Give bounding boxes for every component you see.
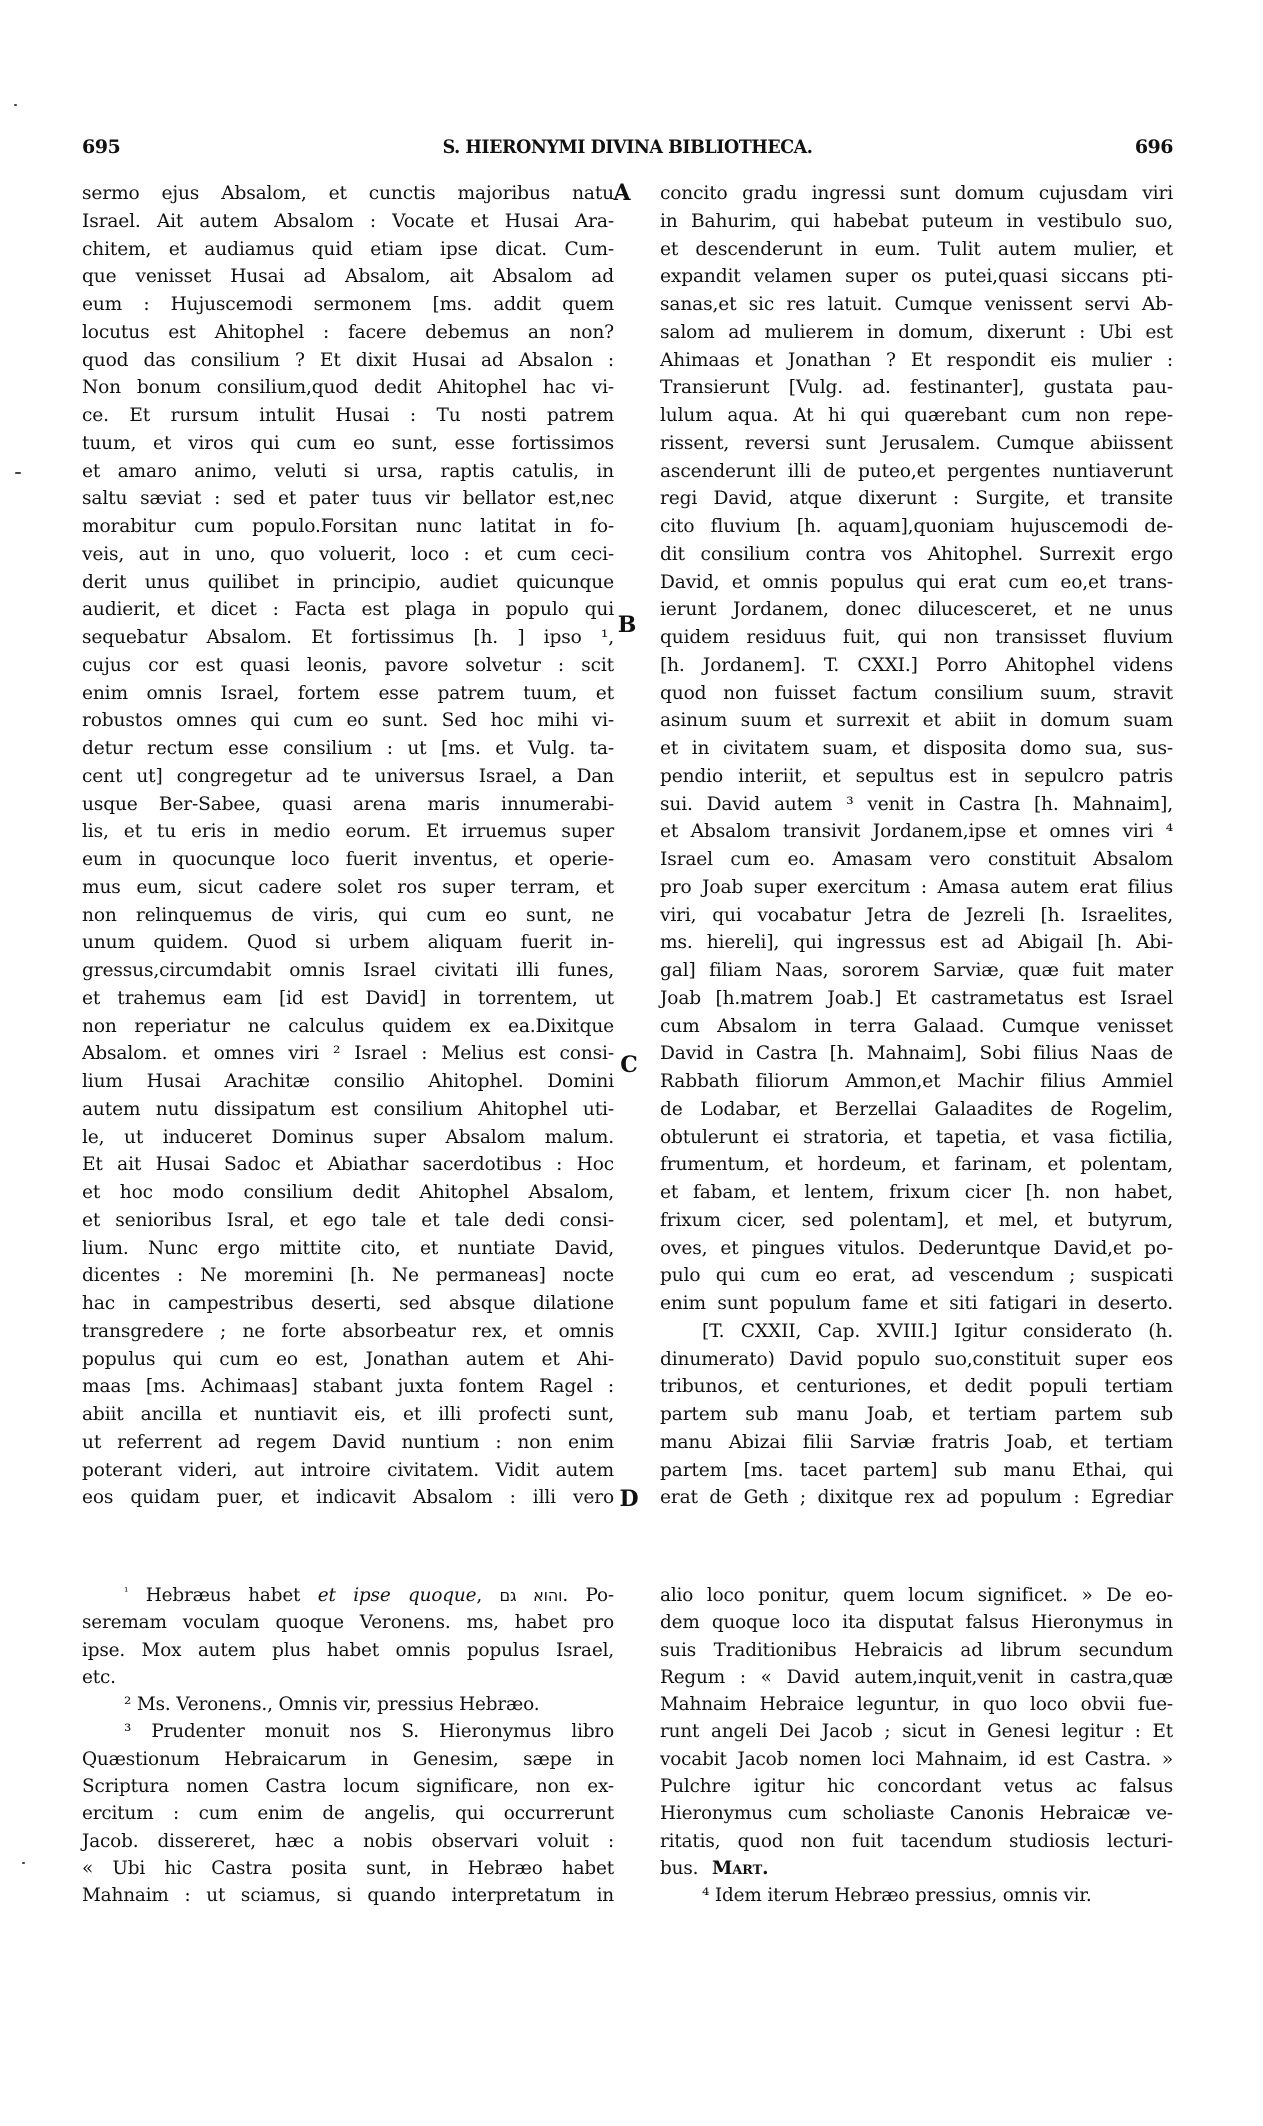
page-number-left: 695: [82, 136, 121, 158]
text-line: dicentes : Ne moremini [h. Ne permaneas] nocte: [82, 1265, 614, 1287]
text-line: obtulerunt ei stratoria, et tapetia, et vasa fictilia,: [660, 1126, 1173, 1148]
scan-speck: [14, 104, 17, 106]
text-line: populus qui cum eo est, Jonathan autem et Ahi-: [82, 1348, 614, 1370]
footnote-line: Jacob. dissereret, hæc a nobis observari voluit :: [82, 1830, 614, 1852]
text-line: et descenderunt in eum. Tulit autem mulier, et: [660, 238, 1173, 260]
footnote-line: ercitum : cum enim de angelis, qui occurrerunt: [82, 1803, 614, 1825]
text-line: mus eum, sicut cadere solet ros super terram, et: [82, 876, 614, 898]
text-line: cujus cor est quasi leonis, pavore solvetur : scit: [82, 654, 614, 676]
footnote-line: alio loco ponitur, quem locum significet. » De eo-: [660, 1585, 1173, 1606]
text-line: quidem residuus fuit, qui non transisset fluvium: [660, 627, 1173, 648]
text-line: saltu sæviat : sed et pater tuus vir bellator est,nec: [82, 488, 614, 510]
text-line: hac in campestribus deserti, sed absque dilatione: [82, 1293, 614, 1314]
text-line: chitem, et audiamus quid etiam ipse dicat. Cum-: [82, 238, 614, 260]
text-line: sanas,et sic res latuit. Cumque venissent servi Ab-: [660, 294, 1173, 315]
text-line: lium Husai Arachitæ consilio Ahitophel. Domini: [82, 1071, 614, 1092]
footnote-line: ipse. Mox autem plus habet omnis populus Israel,: [82, 1639, 614, 1661]
text-line: non relinquemus de viris, qui cum eo sunt, ne: [82, 904, 614, 926]
text-line: et fabam, et lentem, frixum cicer [h. non habet,: [660, 1182, 1173, 1203]
footnote-line: ³ Prudenter monuit nos S. Hieronymus libro: [124, 1721, 614, 1743]
footnote-line: Mahnaim : ut sciamus, si quando interpretatum in: [82, 1885, 614, 1907]
text-line: non reperiatur ne calculus quidem ex ea.Dixitque: [82, 1015, 614, 1037]
text-line: partem [ms. tacet partem] sub manu Ethai, qui: [660, 1459, 1173, 1481]
text-line: cent ut] congregetur ad te universus Israel, a Dan: [82, 765, 614, 787]
text-line: locutus est Ahitophel : facere debemus an non?: [82, 321, 614, 343]
text-line: detur rectum esse consilium : ut [ms. et Vulg. ta-: [82, 738, 614, 759]
text-line: asinum suum et surrexit et abiit in domum suam: [660, 710, 1173, 732]
text-line: que venisset Husai ad Absalom, ait Absalom ad: [82, 266, 614, 288]
hebrew-text: והוא גם: [499, 1586, 563, 1605]
text-line: sui. David autem ³ venit in Castra [h. Mahnaim],: [660, 793, 1173, 815]
text-line: Israel. Ait autem Absalom : Vocate et Husai Ara-: [82, 210, 614, 232]
footnote-line: Mahnaim Hebraice leguntur, in quo loco obvii fue-: [660, 1694, 1173, 1716]
text-line: veis, aut in uno, quo voluerit, loco : et cum ceci-: [82, 543, 614, 565]
footnote-line: ² Ms. Veronens., Omnis vir, pressius Hebræo.: [124, 1694, 540, 1716]
section-marker-a: A: [613, 180, 631, 206]
text-line: transgredere ; ne forte absorbeatur rex, et omnis: [82, 1320, 614, 1342]
footnote-line: Pulchre igitur hic concordant vetus ac falsus: [660, 1776, 1173, 1798]
text-line: tribunos, et centuriones, et dedit populi tertiam: [660, 1376, 1173, 1398]
text-line: maas [ms. Achimaas] stabant juxta fontem Ragel :: [82, 1376, 614, 1398]
text-line: et hoc modo consilium dedit Ahitophel Absalom,: [82, 1182, 614, 1203]
text-line: lium. Nunc ergo mittite cito, et nuntiate David,: [82, 1237, 614, 1259]
text-line: oves, et pingues vitulos. Dederuntque David,et po-: [660, 1237, 1173, 1259]
footnotes-left: [82, 1582, 614, 1910]
text-line: robustos omnes qui cum eo sunt. Sed hoc mihi vi-: [82, 710, 614, 732]
footnote-1-first-line: $^{^1}$ Hebræus habet et ipse quoque, והוא גם. Po-: [124, 1585, 614, 1606]
text-line: Non bonum consilium,quod dedit Ahitophel hac vi-: [82, 377, 614, 399]
running-header: [82, 136, 1173, 168]
text-line: erat de Geth ; dixitque rex ad populum : Egrediar: [660, 1487, 1173, 1509]
footnote-line: Regum : « David autem,inquit,venit in castra,quæ: [660, 1666, 1173, 1688]
footnote-line: etc.: [82, 1666, 116, 1688]
footnote-text: Hebræus habet: [145, 1585, 318, 1606]
footnote-line: suis Traditionibus Hebraicis ad librum secundum: [660, 1639, 1173, 1661]
text-line: autem nutu dissipatum est consilium Ahitophel uti-: [82, 1098, 614, 1120]
text-line: Rabbath filiorum Ammon,et Machir filius Ammiel: [660, 1071, 1173, 1092]
text-line: frumentum, et hordeum, et farinam, et polentam,: [660, 1154, 1173, 1176]
text-line: tuum, et viros qui cum eo sunt, esse fortissimos: [82, 432, 614, 454]
footnote-italic: et ipse quoque: [317, 1585, 477, 1606]
left-column-text: [82, 180, 614, 1512]
text-line: Joab [h.matrem Joab.] Et castrametatus est Israel: [660, 987, 1173, 1009]
footnote-line: [660, 1855, 1173, 1882]
text-line: derit unus quilibet in principio, audiet quicunque: [82, 571, 614, 593]
text-line: manu Abizai filii Sarviæ fratris Joab, et tertiam: [660, 1431, 1173, 1453]
text-line: abiit ancilla et nuntiavit eis, et illi profecti sunt,: [82, 1404, 614, 1425]
text-line: eum : Hujuscemodi sermonem [ms. addit quem: [82, 294, 614, 315]
text-line: morabitur cum populo.Forsitan nunc latitat in fo-: [82, 516, 614, 537]
text-line: audierit, et dicet : Facta est plaga in populo qui: [82, 599, 614, 621]
text-line: partem sub manu Joab, et tertiam partem sub: [660, 1404, 1173, 1425]
text-line: David in Castra [h. Mahnaim], Sobi filius Naas de: [660, 1043, 1173, 1065]
text-line: de Lodabar, et Berzellai Galaadites de Rogelim,: [660, 1098, 1173, 1120]
footnote-line: Scriptura nomen Castra locum significare, non ex-: [82, 1776, 614, 1798]
section-marker-d: D: [619, 1486, 639, 1512]
text-line: Et ait Husai Sadoc et Abiathar sacerdotibus : Hoc: [82, 1154, 614, 1176]
text-line: cum Absalom in terra Galaad. Cumque venisset: [660, 1015, 1173, 1037]
footnote-4: ⁴ Idem iterum Hebræo pressius, omnis vir.: [702, 1885, 1092, 1907]
text-line: Absalom. et omnes viri ² Israel : Melius est consi-: [82, 1043, 614, 1065]
text-line: sermo ejus Absalom, et cunctis majoribus natu: [82, 183, 614, 204]
text-line: ut referrent ad regem David nuntium : non enim: [82, 1431, 614, 1453]
section-marker-b: B: [617, 612, 637, 638]
text-line: le, ut induceret Dominus super Absalom malum.: [82, 1126, 614, 1148]
text-line: ms. hiereli], qui ingressus est ad Abigail [h. Abi-: [660, 932, 1173, 954]
footnote-line: dem quoque loco ita disputat falsus Hieronymus in: [660, 1612, 1173, 1634]
text-line: et amaro animo, veluti si ursa, raptis catulis, in: [82, 460, 614, 482]
text-line: usque Ber-Sabee, quasi arena maris innumerabi-: [82, 793, 614, 815]
text-line: quod non fuisset factum consilium suum, stravit: [660, 682, 1173, 704]
footnote-line: ritatis, quod non fuit tacendum studiosis lecturi-: [660, 1830, 1173, 1852]
page-number-right: 696: [1134, 136, 1173, 158]
text-line: rissent, reversi sunt Jerusalem. Cumque abiissent: [660, 432, 1173, 454]
footnote-marker: ¹: [124, 1585, 129, 1598]
signature-mart: Mart.: [712, 1857, 769, 1879]
text-line: dit consilium contra vos Ahitophel. Surrexit ergo: [660, 543, 1173, 565]
footnote-line: Quæstionum Hebraicarum in Genesim, sæpe in: [82, 1748, 614, 1770]
text-line: gressus,circumdabit omnis Israel civitati illi funes,: [82, 960, 614, 981]
text-line: lulum aqua. At hi qui quærebant cum non repe-: [660, 405, 1173, 426]
text-line: David, et omnis populus qui erat cum eo,et trans-: [660, 571, 1173, 593]
text-line: quod das consilium ? Et dixit Husai ad Absalon :: [82, 349, 614, 371]
text-line: in Bahurim, qui habebat puteum in vestibulo suo,: [660, 210, 1173, 232]
footnotes-right: [660, 1582, 1173, 1910]
footnote-text: . Po-: [562, 1585, 614, 1606]
text-line: eos quidam puer, et indicavit Absalom : illi vero: [82, 1487, 614, 1509]
text-line: poterant videri, aut introire civitatem. Vidit autem: [82, 1459, 614, 1481]
text-line: ierunt Jordanem, donec dilucesceret, et ne unus: [660, 599, 1173, 621]
text-line: sequebatur Absalom. Et fortissimus [h. ] ipso ¹,: [82, 627, 614, 648]
section-marker-c: C: [620, 1052, 638, 1078]
scan-speck: [22, 1862, 25, 1864]
text-line: pulo qui cum eo erat, ad vescendum ; suspicati: [660, 1265, 1173, 1287]
footnote-line: Hieronymus cum scholiaste Canonis Hebraicæ ve-: [660, 1803, 1173, 1825]
text-line: ascenderunt illi de puteo,et pergentes nuntiaverunt: [660, 460, 1173, 482]
text-line: concito gradu ingressi sunt domum cujusdam viri: [660, 183, 1173, 204]
running-title: S. HIERONYMI DIVINA BIBLIOTHECA.: [442, 136, 813, 158]
footnote-line: vocabit Jacob nomen loci Mahnaim, id est Castra. »: [660, 1748, 1173, 1770]
text-line: gal] filiam Naas, sororem Sarviæ, quæ fuit mater: [660, 960, 1173, 981]
text-line: frixum cicer, sed polentam], et mel, et butyrum,: [660, 1209, 1173, 1231]
text-line: et trahemus eam [id est David] in torrentem, ut: [82, 987, 614, 1009]
text-line: eum in quocunque loco fuerit inventus, et operie-: [82, 849, 614, 870]
text-line: salom ad mulierem in domum, dixerunt : Ubi est: [660, 321, 1173, 343]
text-line: dinumerato) David populo suo,constituit super eos: [660, 1348, 1173, 1370]
right-column-text: [660, 180, 1173, 1512]
text-line: enim sunt populum fame et siti fatigari in deserto.: [660, 1293, 1173, 1314]
text-line: cito fluvium [h. aquam],quoniam hujuscemodi de-: [660, 516, 1173, 537]
footnote-line: « Ubi hic Castra posita sunt, in Hebræo habet: [82, 1857, 614, 1879]
text-line: et in civitatem suam, et disposita domo sua, sus-: [660, 738, 1173, 759]
footnote-line: runt angeli Dei Jacob ; sicut in Genesi legitur : Et: [660, 1721, 1173, 1743]
text-line: unum quidem. Quod si urbem aliquam fuerit in-: [82, 932, 614, 954]
footnote-line: seremam voculam quoque Veronens. ms, habet pro: [82, 1612, 614, 1634]
text-line: et senioribus Isral, et ego tale et tale dedi consi-: [82, 1209, 614, 1231]
text-line: Israel cum eo. Amasam vero constituit Absalom: [660, 849, 1173, 870]
footnote-line: bus.: [660, 1857, 699, 1879]
text-line: [T. CXXII, Cap. XVIII.] Igitur considerato (h.: [702, 1320, 1173, 1342]
text-line: Transierunt [Vulg. ad. festinanter], gustata pau-: [660, 377, 1173, 399]
text-line: pendio interiit, et sepultus est in sepulcro patris: [660, 765, 1173, 787]
text-line: expandit velamen super os putei,quasi siccans pti-: [660, 266, 1173, 288]
text-line: enim omnis Israel, fortem esse patrem tuum, et: [82, 682, 614, 704]
scan-speck: [15, 472, 21, 474]
text-line: regi David, atque dixerunt : Surgite, et transite: [660, 488, 1173, 510]
text-line: ce. Et rursum intulit Husai : Tu nosti patrem: [82, 405, 614, 426]
text-line: pro Joab super exercitum : Amasa autem erat filius: [660, 876, 1173, 898]
text-line: viri, qui vocabatur Jetra de Jezreli [h. Israelites,: [660, 904, 1173, 926]
text-line: lis, et tu eris in medio eorum. Et irruemus super: [82, 821, 614, 843]
text-line: Ahimaas et Jonathan ? Et respondit eis mulier :: [660, 349, 1173, 371]
text-line: [h. Jordanem]. T. CXXI.] Porro Ahitophel videns: [660, 654, 1173, 676]
text-line: et Absalom transivit Jordanem,ipse et omnes viri ⁴: [660, 821, 1173, 843]
